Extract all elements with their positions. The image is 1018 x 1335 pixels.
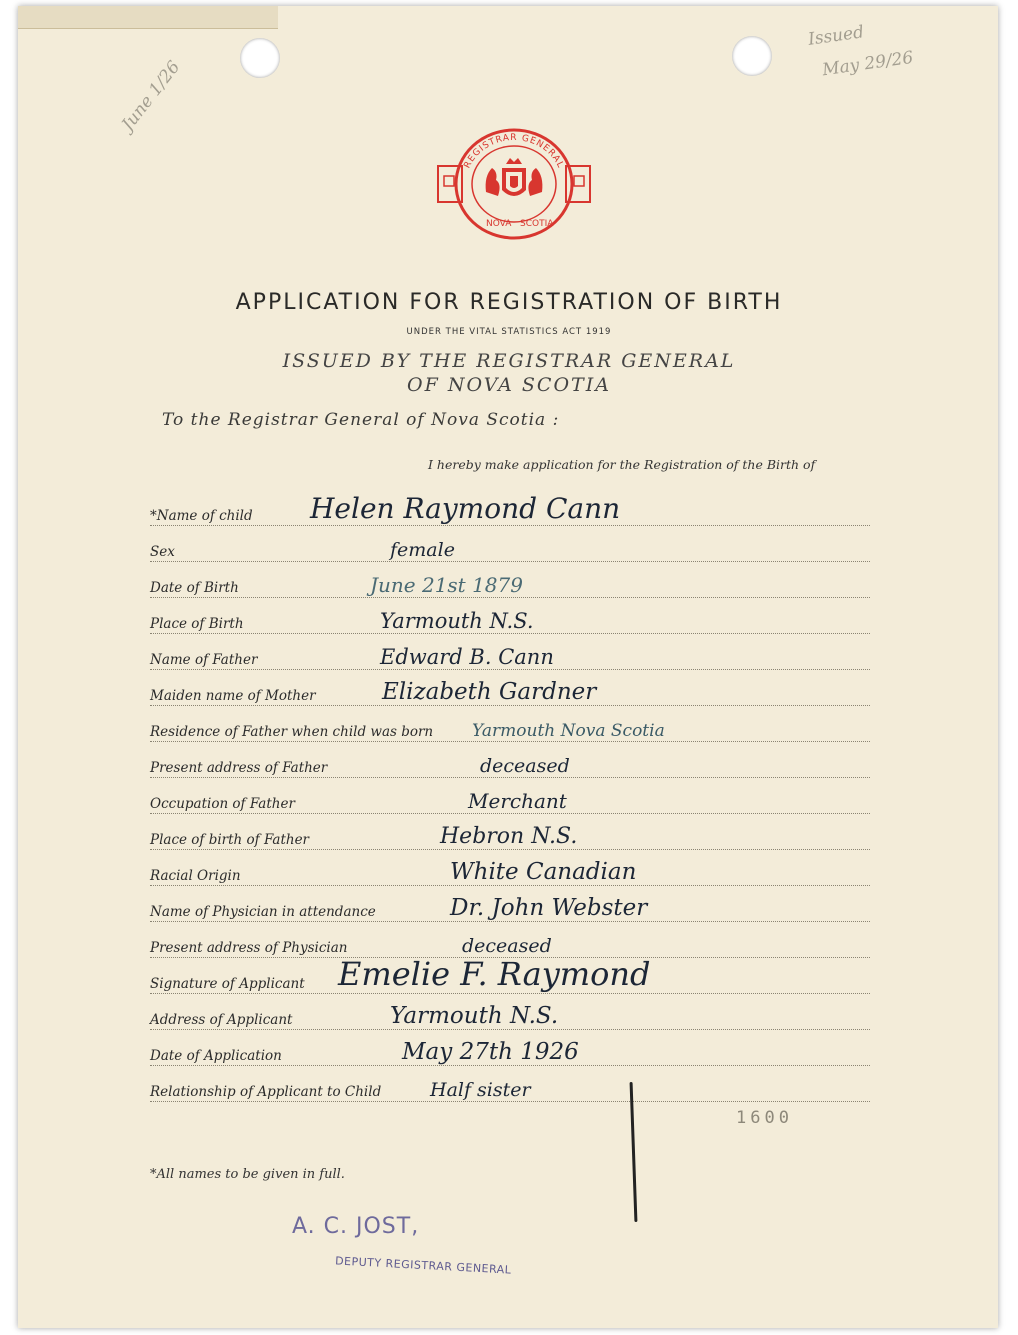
field-value-applicant-address: Yarmouth N.S. [390, 1003, 559, 1029]
field-label: Date of Application [150, 1048, 286, 1064]
field-row-father-occupation [150, 778, 870, 814]
field-row-applicant-relationship [150, 1066, 870, 1102]
addressee-line: To the Registrar General of Nova Scotia : [162, 410, 560, 430]
field-value-applicant-relationship: Half sister [430, 1079, 531, 1101]
field-value-date-of-birth: June 21st 1879 [370, 573, 523, 597]
field-row-father-present-address [150, 742, 870, 778]
field-row-physician-name [150, 886, 870, 922]
field-label: Address of Applicant [150, 1012, 296, 1028]
field-value-father-name: Edward B. Cann [380, 645, 554, 669]
document-title: APPLICATION FOR REGISTRATION OF BIRTH [235, 290, 783, 315]
field-label: Present address of Father [150, 760, 331, 776]
svg-text:NOVA: NOVA [486, 219, 512, 229]
field-value-applicant-signature: Emelie F. Raymond [338, 955, 651, 993]
field-label: Name of Father [150, 652, 261, 668]
field-label: Signature of Applicant [150, 976, 309, 992]
field-value-place-of-birth: Yarmouth N.S. [380, 609, 534, 633]
pencil-note-issued: Issued [806, 22, 866, 50]
field-value-sex: female [390, 539, 455, 561]
field-label: Present address of Physician [150, 940, 351, 956]
field-label: Racial Origin [150, 868, 245, 884]
field-value-physician-name: Dr. John Webster [450, 895, 648, 921]
field-label: Maiden name of Mother [150, 688, 320, 704]
field-value-father-present-address: deceased [480, 755, 570, 777]
stamp-name: A. C. JOST, [292, 1214, 420, 1239]
field-value-child-name: Helen Raymond Cann [310, 492, 621, 525]
issued-by-line-2: OF NOVA SCOTIA [407, 374, 611, 396]
punch-hole-left [240, 38, 280, 78]
footnote: *All names to be given in full. [150, 1167, 345, 1182]
registration-number: 1600 [736, 1108, 793, 1128]
field-row-applicant-address [150, 994, 870, 1030]
registrar-seal-logo [436, 122, 592, 246]
field-row-physician-address [150, 922, 870, 958]
field-row-applicant-signature [150, 955, 870, 994]
field-row-father-name [150, 634, 870, 670]
field-label: Occupation of Father [150, 796, 299, 812]
field-row-child-name [150, 490, 870, 526]
field-label: Relationship of Applicant to Child [150, 1084, 385, 1100]
svg-text:REGISTRAR GENERAL: REGISTRAR GENERAL [462, 132, 566, 171]
field-row-father-birthplace [150, 814, 870, 850]
field-row-application-date [150, 1030, 870, 1066]
stamp-title: DEPUTY REGISTRAR GENERAL [334, 1254, 512, 1277]
field-value-father-birthplace: Hebron N.S. [440, 824, 578, 849]
issued-by-line-1: ISSUED BY THE REGISTRAR GENERAL [282, 350, 736, 372]
pencil-note-date: May 29/26 [821, 47, 915, 81]
field-value-physician-address: deceased [462, 935, 552, 957]
punch-hole-right [732, 36, 772, 76]
svg-text:SCOTIA: SCOTIA [520, 219, 554, 229]
field-row-date-of-birth [150, 562, 870, 598]
field-row-racial-origin [150, 850, 870, 886]
pencil-note-left: June 1/26 [117, 57, 185, 135]
torn-top-edge [18, 6, 278, 29]
field-value-father-residence: Yarmouth Nova Scotia [472, 721, 665, 741]
field-row-father-residence [150, 706, 870, 742]
field-row-mother-maiden-name [150, 670, 870, 706]
intro-statement: I hereby make application for the Registration of the Birth of [428, 457, 816, 472]
field-label: Residence of Father when child was born [150, 724, 437, 740]
field-value-application-date: May 27th 1926 [402, 1039, 579, 1065]
field-value-father-occupation: Merchant [468, 789, 567, 813]
field-label: Name of Physician in attendance [150, 904, 380, 920]
field-value-mother-maiden-name: Elizabeth Gardner [382, 679, 597, 705]
field-value-racial-origin: White Canadian [450, 859, 637, 885]
document-subtitle: UNDER THE VITAL STATISTICS ACT 1919 [406, 327, 612, 337]
field-label: Sex [150, 544, 179, 560]
field-label: Place of birth of Father [150, 832, 313, 848]
field-label: Date of Birth [150, 580, 243, 596]
field-label: *Name of child [150, 508, 257, 524]
field-row-sex [150, 526, 870, 562]
field-label: Place of Birth [150, 616, 248, 632]
field-row-place-of-birth [150, 598, 870, 634]
